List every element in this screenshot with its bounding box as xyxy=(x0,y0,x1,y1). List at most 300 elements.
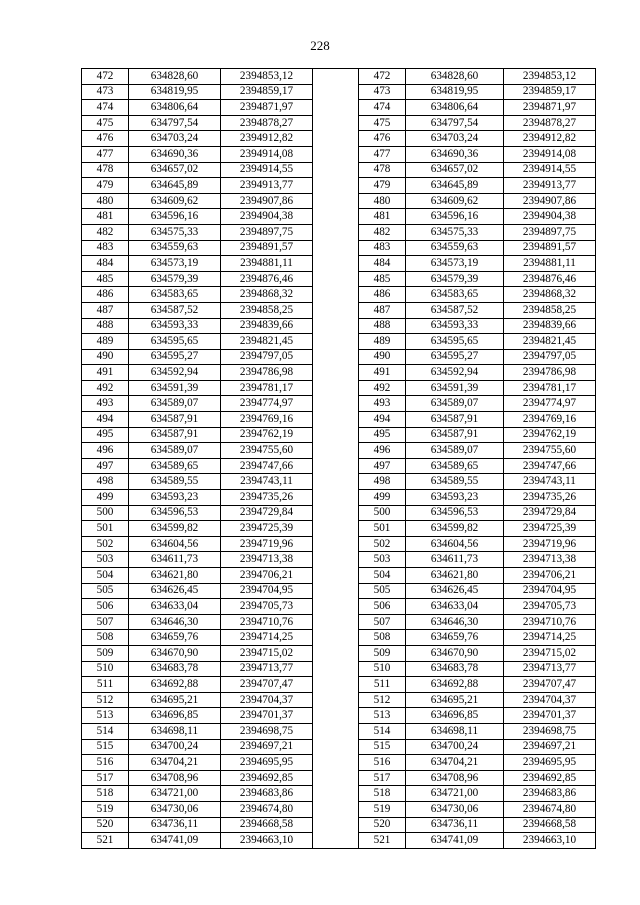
y-coordinate-cell: 2394891,57 xyxy=(504,240,596,256)
x-coordinate-cell: 634659,76 xyxy=(129,630,221,646)
column-gap xyxy=(313,630,359,646)
table-row xyxy=(82,505,596,521)
point-number-cell: 481 xyxy=(359,209,406,225)
y-coordinate-cell: 2394871,97 xyxy=(504,100,596,116)
point-number-cell: 515 xyxy=(359,739,406,755)
table-row xyxy=(82,162,596,178)
column-gap xyxy=(313,755,359,771)
column-gap xyxy=(313,146,359,162)
y-coordinate-cell: 2394707,47 xyxy=(504,677,596,693)
y-coordinate-cell: 2394907,86 xyxy=(504,193,596,209)
point-number-cell: 521 xyxy=(82,833,129,849)
column-gap xyxy=(313,490,359,506)
column-gap xyxy=(313,349,359,365)
point-number-cell: 518 xyxy=(359,786,406,802)
point-number-cell: 503 xyxy=(359,552,406,568)
column-gap xyxy=(313,458,359,474)
point-number-cell: 482 xyxy=(82,224,129,240)
x-coordinate-cell: 634589,07 xyxy=(129,396,221,412)
x-coordinate-cell: 634708,96 xyxy=(406,770,504,786)
point-number-cell: 506 xyxy=(359,599,406,615)
y-coordinate-cell: 2394821,45 xyxy=(221,334,313,350)
x-coordinate-cell: 634587,91 xyxy=(406,412,504,428)
point-number-cell: 512 xyxy=(82,692,129,708)
x-coordinate-cell: 634596,53 xyxy=(406,505,504,521)
table-row xyxy=(82,474,596,490)
point-number-cell: 496 xyxy=(82,443,129,459)
y-coordinate-cell: 2394701,37 xyxy=(504,708,596,724)
x-coordinate-cell: 634587,52 xyxy=(406,302,504,318)
y-coordinate-cell: 2394715,02 xyxy=(504,645,596,661)
column-gap xyxy=(313,599,359,615)
point-number-cell: 480 xyxy=(82,193,129,209)
y-coordinate-cell: 2394871,97 xyxy=(221,100,313,116)
y-coordinate-cell: 2394705,73 xyxy=(504,599,596,615)
x-coordinate-cell: 634646,30 xyxy=(129,614,221,630)
point-number-cell: 520 xyxy=(82,817,129,833)
y-coordinate-cell: 2394769,16 xyxy=(504,412,596,428)
y-coordinate-cell: 2394904,38 xyxy=(221,209,313,225)
point-number-cell: 504 xyxy=(359,568,406,584)
point-number-cell: 480 xyxy=(359,193,406,209)
table-row xyxy=(82,302,596,318)
y-coordinate-cell: 2394683,86 xyxy=(504,786,596,802)
point-number-cell: 488 xyxy=(359,318,406,334)
y-coordinate-cell: 2394743,11 xyxy=(221,474,313,490)
point-number-cell: 521 xyxy=(359,833,406,849)
y-coordinate-cell: 2394914,55 xyxy=(504,162,596,178)
column-gap xyxy=(313,568,359,584)
y-coordinate-cell: 2394707,47 xyxy=(221,677,313,693)
x-coordinate-cell: 634696,85 xyxy=(406,708,504,724)
table-row xyxy=(82,412,596,428)
column-gap xyxy=(313,708,359,724)
x-coordinate-cell: 634730,06 xyxy=(129,801,221,817)
point-number-cell: 518 xyxy=(82,786,129,802)
y-coordinate-cell: 2394914,08 xyxy=(504,146,596,162)
table-row xyxy=(82,178,596,194)
column-gap xyxy=(313,536,359,552)
y-coordinate-cell: 2394719,96 xyxy=(221,536,313,552)
point-number-cell: 472 xyxy=(359,69,406,85)
point-number-cell: 519 xyxy=(359,801,406,817)
point-number-cell: 479 xyxy=(82,178,129,194)
y-coordinate-cell: 2394876,46 xyxy=(221,271,313,287)
point-number-cell: 488 xyxy=(82,318,129,334)
coordinates-table xyxy=(81,68,596,849)
x-coordinate-cell: 634708,96 xyxy=(129,770,221,786)
y-coordinate-cell: 2394743,11 xyxy=(504,474,596,490)
point-number-cell: 472 xyxy=(82,69,129,85)
x-coordinate-cell: 634596,53 xyxy=(129,505,221,521)
table-row xyxy=(82,786,596,802)
point-number-cell: 500 xyxy=(359,505,406,521)
x-coordinate-cell: 634698,11 xyxy=(406,723,504,739)
x-coordinate-cell: 634621,80 xyxy=(406,568,504,584)
point-number-cell: 500 xyxy=(82,505,129,521)
y-coordinate-cell: 2394913,77 xyxy=(221,178,313,194)
x-coordinate-cell: 634587,91 xyxy=(129,427,221,443)
table-row xyxy=(82,677,596,693)
y-coordinate-cell: 2394868,32 xyxy=(504,287,596,303)
point-number-cell: 490 xyxy=(82,349,129,365)
y-coordinate-cell: 2394698,75 xyxy=(221,723,313,739)
y-coordinate-cell: 2394698,75 xyxy=(504,723,596,739)
y-coordinate-cell: 2394774,97 xyxy=(504,396,596,412)
y-coordinate-cell: 2394710,76 xyxy=(504,614,596,630)
column-gap xyxy=(313,412,359,428)
x-coordinate-cell: 634819,95 xyxy=(129,84,221,100)
page-number: 228 xyxy=(310,38,330,53)
point-number-cell: 496 xyxy=(359,443,406,459)
point-number-cell: 482 xyxy=(359,224,406,240)
point-number-cell: 502 xyxy=(359,536,406,552)
x-coordinate-cell: 634659,76 xyxy=(406,630,504,646)
column-gap xyxy=(313,84,359,100)
x-coordinate-cell: 634575,33 xyxy=(129,224,221,240)
x-coordinate-cell: 634593,23 xyxy=(406,490,504,506)
column-gap xyxy=(313,69,359,85)
x-coordinate-cell: 634695,21 xyxy=(406,692,504,708)
point-number-cell: 516 xyxy=(359,755,406,771)
x-coordinate-cell: 634828,60 xyxy=(406,69,504,85)
y-coordinate-cell: 2394781,17 xyxy=(221,380,313,396)
x-coordinate-cell: 634589,65 xyxy=(129,458,221,474)
x-coordinate-cell: 634573,19 xyxy=(129,256,221,272)
y-coordinate-cell: 2394786,98 xyxy=(221,365,313,381)
table-row xyxy=(82,240,596,256)
y-coordinate-cell: 2394705,73 xyxy=(221,599,313,615)
table-row xyxy=(82,69,596,85)
table-row xyxy=(82,84,596,100)
point-number-cell: 504 xyxy=(82,568,129,584)
point-number-cell: 489 xyxy=(82,334,129,350)
point-number-cell: 495 xyxy=(359,427,406,443)
point-number-cell: 487 xyxy=(82,302,129,318)
y-coordinate-cell: 2394858,25 xyxy=(221,302,313,318)
column-gap xyxy=(313,240,359,256)
y-coordinate-cell: 2394859,17 xyxy=(221,84,313,100)
x-coordinate-cell: 634611,73 xyxy=(406,552,504,568)
x-coordinate-cell: 634579,39 xyxy=(129,271,221,287)
x-coordinate-cell: 634604,56 xyxy=(406,536,504,552)
table-row xyxy=(82,801,596,817)
y-coordinate-cell: 2394713,77 xyxy=(221,661,313,677)
y-coordinate-cell: 2394755,60 xyxy=(221,443,313,459)
x-coordinate-cell: 634698,11 xyxy=(129,723,221,739)
point-number-cell: 503 xyxy=(82,552,129,568)
x-coordinate-cell: 634703,24 xyxy=(406,131,504,147)
y-coordinate-cell: 2394735,26 xyxy=(504,490,596,506)
x-coordinate-cell: 634741,09 xyxy=(406,833,504,849)
y-coordinate-cell: 2394713,38 xyxy=(504,552,596,568)
table-row xyxy=(82,755,596,771)
point-number-cell: 478 xyxy=(82,162,129,178)
x-coordinate-cell: 634797,54 xyxy=(406,115,504,131)
x-coordinate-cell: 634670,90 xyxy=(406,645,504,661)
y-coordinate-cell: 2394878,27 xyxy=(504,115,596,131)
x-coordinate-cell: 634736,11 xyxy=(406,817,504,833)
column-gap xyxy=(313,193,359,209)
y-coordinate-cell: 2394668,58 xyxy=(221,817,313,833)
y-coordinate-cell: 2394725,39 xyxy=(221,521,313,537)
x-coordinate-cell: 634559,63 xyxy=(406,240,504,256)
point-number-cell: 493 xyxy=(359,396,406,412)
point-number-cell: 505 xyxy=(359,583,406,599)
x-coordinate-cell: 634591,39 xyxy=(406,380,504,396)
point-number-cell: 508 xyxy=(359,630,406,646)
y-coordinate-cell: 2394729,84 xyxy=(221,505,313,521)
table-row xyxy=(82,770,596,786)
x-coordinate-cell: 634589,65 xyxy=(406,458,504,474)
point-number-cell: 513 xyxy=(82,708,129,724)
point-number-cell: 497 xyxy=(82,458,129,474)
point-number-cell: 485 xyxy=(82,271,129,287)
table-row xyxy=(82,380,596,396)
y-coordinate-cell: 2394774,97 xyxy=(221,396,313,412)
x-coordinate-cell: 634683,78 xyxy=(406,661,504,677)
y-coordinate-cell: 2394710,76 xyxy=(221,614,313,630)
point-number-cell: 507 xyxy=(82,614,129,630)
x-coordinate-cell: 634587,91 xyxy=(129,412,221,428)
point-number-cell: 483 xyxy=(359,240,406,256)
y-coordinate-cell: 2394891,57 xyxy=(221,240,313,256)
x-coordinate-cell: 634596,16 xyxy=(129,209,221,225)
point-number-cell: 476 xyxy=(359,131,406,147)
y-coordinate-cell: 2394668,58 xyxy=(504,817,596,833)
point-number-cell: 485 xyxy=(359,271,406,287)
column-gap xyxy=(313,739,359,755)
point-number-cell: 499 xyxy=(82,490,129,506)
y-coordinate-cell: 2394713,77 xyxy=(504,661,596,677)
y-coordinate-cell: 2394876,46 xyxy=(504,271,596,287)
x-coordinate-cell: 634721,00 xyxy=(406,786,504,802)
x-coordinate-cell: 634595,65 xyxy=(129,334,221,350)
table-row xyxy=(82,708,596,724)
table-row xyxy=(82,739,596,755)
x-coordinate-cell: 634587,52 xyxy=(129,302,221,318)
table-row xyxy=(82,209,596,225)
point-number-cell: 484 xyxy=(82,256,129,272)
y-coordinate-cell: 2394859,17 xyxy=(504,84,596,100)
x-coordinate-cell: 634575,33 xyxy=(406,224,504,240)
table-row xyxy=(82,583,596,599)
x-coordinate-cell: 634704,21 xyxy=(129,755,221,771)
point-number-cell: 481 xyxy=(82,209,129,225)
y-coordinate-cell: 2394729,84 xyxy=(504,505,596,521)
y-coordinate-cell: 2394706,21 xyxy=(221,568,313,584)
column-gap xyxy=(313,115,359,131)
table-row xyxy=(82,490,596,506)
y-coordinate-cell: 2394663,10 xyxy=(221,833,313,849)
column-gap xyxy=(313,833,359,849)
column-gap xyxy=(313,583,359,599)
point-number-cell: 502 xyxy=(82,536,129,552)
x-coordinate-cell: 634692,88 xyxy=(129,677,221,693)
point-number-cell: 477 xyxy=(82,146,129,162)
x-coordinate-cell: 634621,80 xyxy=(129,568,221,584)
table-row xyxy=(82,723,596,739)
column-gap xyxy=(313,256,359,272)
point-number-cell: 498 xyxy=(359,474,406,490)
table-row xyxy=(82,349,596,365)
point-number-cell: 510 xyxy=(82,661,129,677)
table-row xyxy=(82,536,596,552)
point-number-cell: 511 xyxy=(82,677,129,693)
y-coordinate-cell: 2394704,95 xyxy=(504,583,596,599)
x-coordinate-cell: 634700,24 xyxy=(129,739,221,755)
point-number-cell: 513 xyxy=(359,708,406,724)
x-coordinate-cell: 634595,27 xyxy=(406,349,504,365)
y-coordinate-cell: 2394853,12 xyxy=(504,69,596,85)
table-row xyxy=(82,692,596,708)
point-number-cell: 517 xyxy=(82,770,129,786)
table-row xyxy=(82,599,596,615)
y-coordinate-cell: 2394704,37 xyxy=(504,692,596,708)
table-row xyxy=(82,334,596,350)
x-coordinate-cell: 634599,82 xyxy=(406,521,504,537)
column-gap xyxy=(313,443,359,459)
x-coordinate-cell: 634683,78 xyxy=(129,661,221,677)
column-gap xyxy=(313,271,359,287)
x-coordinate-cell: 634806,64 xyxy=(406,100,504,116)
point-number-cell: 514 xyxy=(359,723,406,739)
point-number-cell: 476 xyxy=(82,131,129,147)
y-coordinate-cell: 2394797,05 xyxy=(221,349,313,365)
y-coordinate-cell: 2394786,98 xyxy=(504,365,596,381)
x-coordinate-cell: 634592,94 xyxy=(129,365,221,381)
y-coordinate-cell: 2394781,17 xyxy=(504,380,596,396)
x-coordinate-cell: 634611,73 xyxy=(129,552,221,568)
x-coordinate-cell: 634589,55 xyxy=(129,474,221,490)
point-number-cell: 479 xyxy=(359,178,406,194)
x-coordinate-cell: 634592,94 xyxy=(406,365,504,381)
x-coordinate-cell: 634583,65 xyxy=(129,287,221,303)
column-gap xyxy=(313,770,359,786)
y-coordinate-cell: 2394897,75 xyxy=(504,224,596,240)
x-coordinate-cell: 634609,62 xyxy=(406,193,504,209)
y-coordinate-cell: 2394725,39 xyxy=(504,521,596,537)
y-coordinate-cell: 2394706,21 xyxy=(504,568,596,584)
table-row xyxy=(82,256,596,272)
column-gap xyxy=(313,474,359,490)
x-coordinate-cell: 634670,90 xyxy=(129,645,221,661)
column-gap xyxy=(313,178,359,194)
point-number-cell: 474 xyxy=(82,100,129,116)
y-coordinate-cell: 2394683,86 xyxy=(221,786,313,802)
x-coordinate-cell: 634593,33 xyxy=(406,318,504,334)
y-coordinate-cell: 2394762,19 xyxy=(504,427,596,443)
table-row xyxy=(82,817,596,833)
column-gap xyxy=(313,677,359,693)
column-gap xyxy=(313,100,359,116)
x-coordinate-cell: 634819,95 xyxy=(406,84,504,100)
table-row xyxy=(82,224,596,240)
point-number-cell: 519 xyxy=(82,801,129,817)
y-coordinate-cell: 2394853,12 xyxy=(221,69,313,85)
y-coordinate-cell: 2394674,80 xyxy=(504,801,596,817)
table-row xyxy=(82,318,596,334)
column-gap xyxy=(313,645,359,661)
x-coordinate-cell: 634704,21 xyxy=(406,755,504,771)
y-coordinate-cell: 2394695,95 xyxy=(221,755,313,771)
point-number-cell: 511 xyxy=(359,677,406,693)
x-coordinate-cell: 634589,07 xyxy=(406,396,504,412)
table-row xyxy=(82,521,596,537)
column-gap xyxy=(313,131,359,147)
point-number-cell: 478 xyxy=(359,162,406,178)
y-coordinate-cell: 2394769,16 xyxy=(221,412,313,428)
x-coordinate-cell: 634583,65 xyxy=(406,287,504,303)
x-coordinate-cell: 634828,60 xyxy=(129,69,221,85)
y-coordinate-cell: 2394713,38 xyxy=(221,552,313,568)
point-number-cell: 495 xyxy=(82,427,129,443)
table-row xyxy=(82,661,596,677)
y-coordinate-cell: 2394704,37 xyxy=(221,692,313,708)
x-coordinate-cell: 634645,89 xyxy=(406,178,504,194)
table-row xyxy=(82,458,596,474)
x-coordinate-cell: 634573,19 xyxy=(406,256,504,272)
y-coordinate-cell: 2394747,66 xyxy=(221,458,313,474)
x-coordinate-cell: 634692,88 xyxy=(406,677,504,693)
table-row xyxy=(82,427,596,443)
x-coordinate-cell: 634559,63 xyxy=(129,240,221,256)
point-number-cell: 516 xyxy=(82,755,129,771)
point-number-cell: 490 xyxy=(359,349,406,365)
x-coordinate-cell: 634690,36 xyxy=(129,146,221,162)
y-coordinate-cell: 2394697,21 xyxy=(221,739,313,755)
x-coordinate-cell: 634599,82 xyxy=(129,521,221,537)
y-coordinate-cell: 2394719,96 xyxy=(504,536,596,552)
point-number-cell: 491 xyxy=(359,365,406,381)
y-coordinate-cell: 2394878,27 xyxy=(221,115,313,131)
point-number-cell: 486 xyxy=(359,287,406,303)
y-coordinate-cell: 2394914,55 xyxy=(221,162,313,178)
x-coordinate-cell: 634730,06 xyxy=(406,801,504,817)
y-coordinate-cell: 2394797,05 xyxy=(504,349,596,365)
point-number-cell: 484 xyxy=(359,256,406,272)
table-row xyxy=(82,614,596,630)
table-row xyxy=(82,833,596,849)
x-coordinate-cell: 634626,45 xyxy=(406,583,504,599)
point-number-cell: 477 xyxy=(359,146,406,162)
table-row xyxy=(82,630,596,646)
x-coordinate-cell: 634589,07 xyxy=(129,443,221,459)
y-coordinate-cell: 2394663,10 xyxy=(504,833,596,849)
y-coordinate-cell: 2394755,60 xyxy=(504,443,596,459)
y-coordinate-cell: 2394907,86 xyxy=(221,193,313,209)
y-coordinate-cell: 2394821,45 xyxy=(504,334,596,350)
x-coordinate-cell: 634604,56 xyxy=(129,536,221,552)
point-number-cell: 501 xyxy=(359,521,406,537)
x-coordinate-cell: 634645,89 xyxy=(129,178,221,194)
point-number-cell: 491 xyxy=(82,365,129,381)
point-number-cell: 498 xyxy=(82,474,129,490)
x-coordinate-cell: 634633,04 xyxy=(129,599,221,615)
point-number-cell: 475 xyxy=(82,115,129,131)
table-row xyxy=(82,100,596,116)
y-coordinate-cell: 2394839,66 xyxy=(504,318,596,334)
table-row xyxy=(82,396,596,412)
column-gap xyxy=(313,209,359,225)
column-gap xyxy=(313,380,359,396)
column-gap xyxy=(313,287,359,303)
point-number-cell: 475 xyxy=(359,115,406,131)
table-row xyxy=(82,443,596,459)
y-coordinate-cell: 2394701,37 xyxy=(221,708,313,724)
x-coordinate-cell: 634633,04 xyxy=(406,599,504,615)
y-coordinate-cell: 2394912,82 xyxy=(221,131,313,147)
